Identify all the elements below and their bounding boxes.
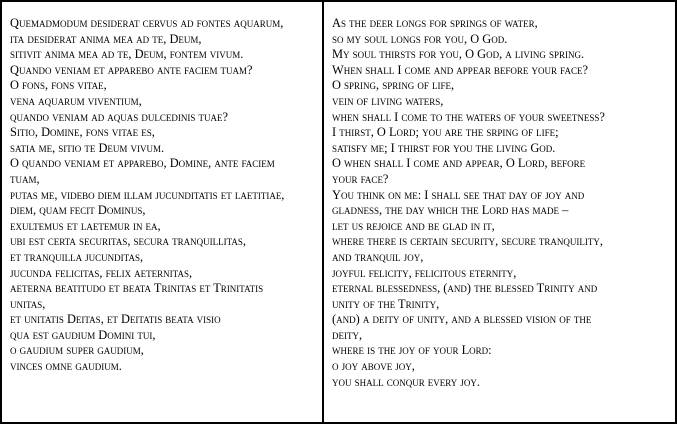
english-line: deity, — [332, 327, 363, 342]
english-line: vein of living waters, — [332, 93, 444, 108]
english-line: joyful felicity, felicitous eternity, — [332, 265, 517, 280]
latin-line: vinces omne gaudium. — [10, 359, 122, 374]
latin-line: et unitatis Deitas, et Deitatis beata visio — [10, 312, 221, 327]
english-line: where there is certain security, secure tranquility, — [332, 234, 604, 249]
latin-line: putas me, videbo diem illam jucunditatis et laetitiae, — [10, 187, 285, 202]
latin-line: Quemadmodum desiderat cervus ad fontes aquarum, — [10, 16, 284, 30]
latin-line: qua est gaudium Domini tui, — [10, 327, 156, 342]
english-line: satisfy me; I thirst for you the living God. — [332, 140, 556, 155]
latin-line: diem, quam fecit Dominus, — [10, 203, 146, 218]
english-line: so my soul longs for you, O God. — [332, 31, 508, 46]
latin-line: O quando veniam et apparebo, Domine, ante faciem — [10, 156, 275, 171]
latin-line: Sitio, Domine, fons vitae es, — [10, 125, 155, 140]
english-line: when shall I come to the waters of your sweetness? — [332, 109, 605, 124]
latin-line: o gaudium super gaudium, — [10, 343, 144, 358]
english-line: O when shall I come and appear, O Lord, before — [332, 156, 586, 171]
latin-line: sitivit anima mea ad te, Deum, fontem vivum. — [10, 47, 244, 62]
english-line: your face? — [332, 171, 389, 186]
latin-line: jucunda felicitas, felix aeternitas, — [10, 265, 193, 280]
latin-line: O fons, fons vitae, — [10, 78, 107, 93]
english-line: When shall I come and appear before your face? — [332, 62, 588, 77]
english-line: and tranquil joy, — [332, 249, 424, 264]
english-line: You think on me: I shall see that day of joy and — [332, 187, 585, 202]
english-line: let us rejoice and be glad in it, — [332, 218, 495, 233]
english-line: o joy above joy, — [332, 359, 415, 374]
latin-line: satia me, sitio te Deum vivum. — [10, 140, 165, 155]
english-column — [324, 2, 675, 422]
english-line: I thirst, O Lord; you are the srping of life; — [332, 125, 559, 140]
english-line: (and) a deity of unity, and a blessed vision of the — [332, 312, 592, 327]
latin-line: et tranquilla jucunditas, — [10, 249, 144, 264]
english-line: My soul thirsts for you, O God, a living spring. — [332, 47, 585, 62]
english-line: gladness, the day which the Lord has made – — [332, 203, 569, 218]
english-line: As the deer longs for springs of water, — [332, 16, 538, 30]
latin-line: exultemus et laetemur in ea, — [10, 218, 161, 233]
latin-line: aeterna beatitudo et beata Trinitas et Trinitatis — [10, 281, 264, 296]
latin-line: vena aquarum viventium, — [10, 93, 142, 108]
english-line: eternal blessedness, (and) the blessed Trinity and — [332, 281, 598, 296]
latin-line: quando veniam ad aquas dulcedinis tuae? — [10, 109, 228, 124]
latin-line: ita desiderat anima mea ad te, Deum, — [10, 31, 202, 46]
english-line: where is the joy of your Lord: — [332, 343, 492, 358]
latin-line: Quando veniam et apparebo ante faciem tuam? — [10, 62, 253, 77]
latin-line: ubi est certa securitas, secura tranquillitas, — [10, 234, 246, 249]
latin-line: unitas, — [10, 296, 46, 311]
english-line: O spring, spring of life, — [332, 78, 455, 93]
english-line: unity of the Trinity, — [332, 296, 440, 311]
latin-line: tuam, — [10, 171, 40, 186]
english-line: you shall conqur every joy. — [332, 374, 480, 389]
latin-column — [2, 2, 324, 422]
